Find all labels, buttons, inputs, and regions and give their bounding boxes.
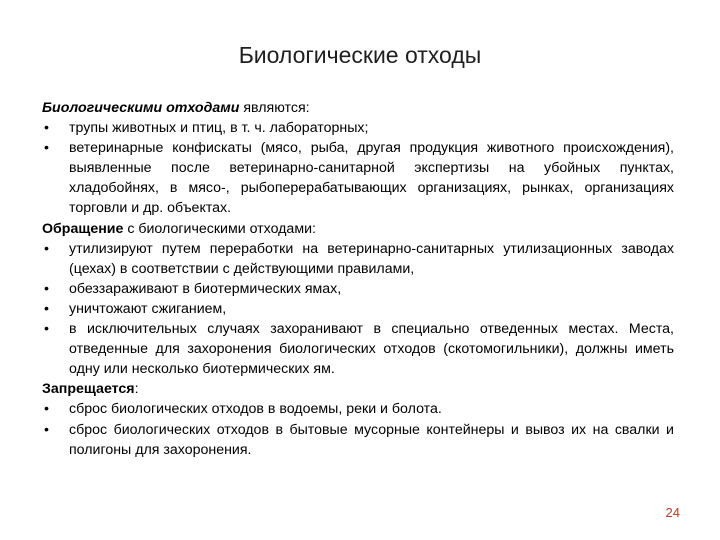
handling-emphasis: Обращение <box>42 220 124 237</box>
list-item <box>42 319 674 379</box>
bullet-icon: • <box>44 240 49 257</box>
slide-body <box>42 98 674 460</box>
bullet-icon: • <box>44 421 49 438</box>
bullet-icon: • <box>44 300 49 317</box>
list-item <box>42 420 674 460</box>
handling-rest: с биологическими отходами: <box>123 220 316 237</box>
slide-title: Биологические отходы <box>238 42 482 68</box>
forbidden-heading <box>42 379 674 399</box>
list-item <box>42 299 674 319</box>
list-item-text: сброс биологических отходов в водоемы, реки и болота. <box>69 401 442 418</box>
list-item <box>42 239 674 279</box>
list-item <box>42 279 674 299</box>
bullet-icon: • <box>44 140 49 157</box>
list-item-text: в исключительных случаях захоранивают в специально отведенных местах. Места, отведенные для захоронения биологических отходов (скотомогильники), должны иметь одну или несколько биотермических ям. <box>69 321 674 378</box>
page-number: 24 <box>665 505 680 520</box>
bullet-icon: • <box>44 401 49 418</box>
list-item <box>42 399 674 419</box>
intro-line <box>42 98 674 118</box>
forbidden-rest: : <box>134 381 139 398</box>
list-item-text: трупы животных и птиц, в т. ч. лабораторных; <box>69 120 369 137</box>
list-item-text: утилизируют путем переработки на ветеринарно-санитарных утилизационных заводах (цехах) в соответствии с действующими правилами, <box>69 240 674 277</box>
forbidden-emphasis: Запрещается <box>42 381 135 398</box>
list-item-text: ветеринарные конфискаты (мясо, рыба, другая продукция животного происхождения), выявленные после ветеринарно-санитарной экспертизы на убойных пунктах, хладобойнях, в мясо-, рыбоперерабатывающих организациях, рынках, организациях торговли и др. объектах. <box>69 140 674 217</box>
bullet-icon: • <box>44 120 49 137</box>
list-item-text: обеззараживают в биотермических ямах, <box>69 280 342 297</box>
bullet-icon: • <box>44 280 49 297</box>
handling-heading <box>42 219 674 239</box>
list-item <box>42 138 674 218</box>
intro-rest: являются: <box>239 100 310 116</box>
list-item <box>42 118 674 138</box>
bullet-icon: • <box>44 321 49 338</box>
list-item-text: сброс биологических отходов в бытовые мусорные контейнеры и вывоз их на свалки и полигоны для захоронения. <box>69 421 674 458</box>
list-item-text: уничтожают сжиганием, <box>69 300 227 317</box>
intro-emphasis: Биологическими отходами <box>42 100 240 116</box>
